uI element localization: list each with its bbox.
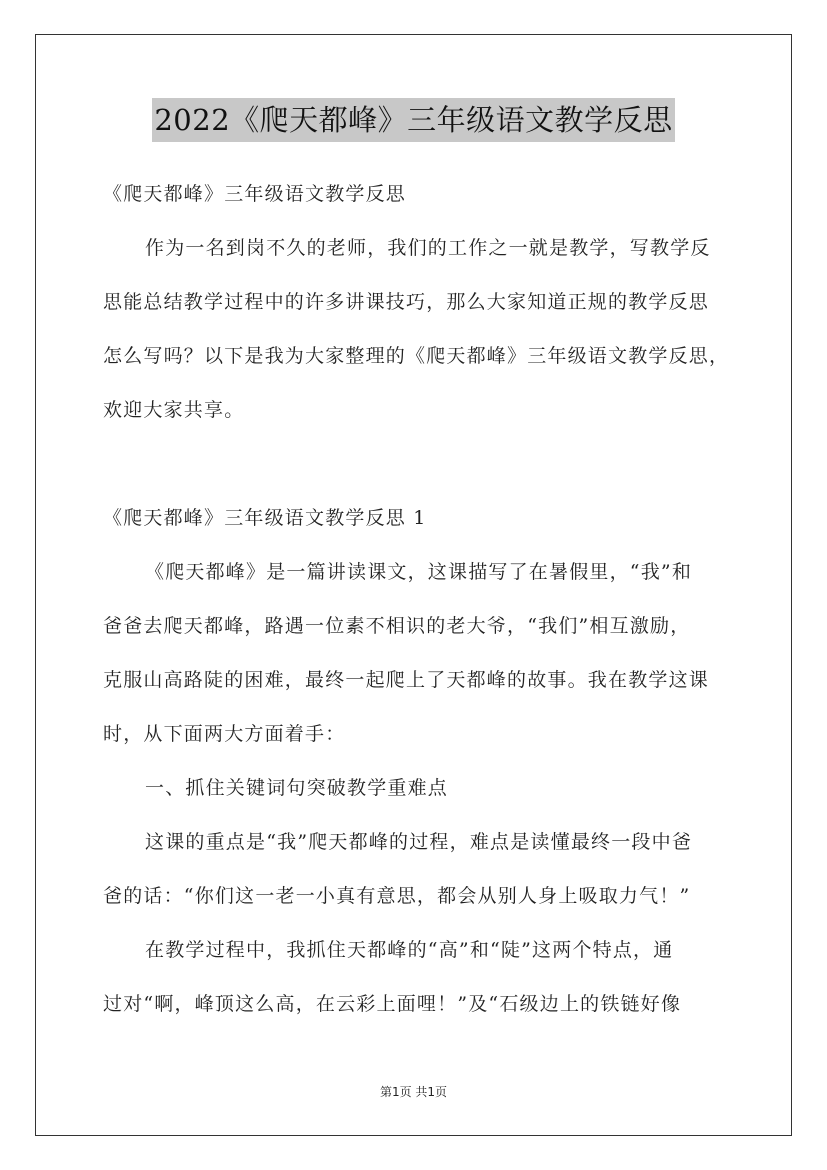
- document-title: 2022《爬天都峰》三年级语文教学反思: [152, 98, 674, 142]
- last-line-1: 在教学过程中，我抓住天都峰的“高”和“陡”这两个特点，通: [145, 939, 674, 961]
- section-line-3: 克服山高路陡的困难，最终一起爬上了天都峰的故事。我在教学这课: [103, 669, 710, 691]
- point-heading: 一、抓住关键词句突破教学重难点: [145, 777, 449, 799]
- section-line-1: 《爬天都峰》是一篇讲读课文，这课描写了在暑假里，“我”和: [145, 561, 693, 583]
- intro-line-1: 作为一名到岗不久的老师，我们的工作之一就是教学，写教学反: [145, 237, 711, 259]
- intro-line-4: 欢迎大家共享。: [103, 399, 245, 421]
- title-container: [0, 98, 827, 142]
- point-line-2: 爸的话：“你们这一老一小真有意思，都会从别人身上吸取力气！”: [103, 885, 691, 907]
- intro-line-2: 思能总结教学过程中的许多讲课技巧，那么大家知道正规的教学反思: [103, 291, 710, 313]
- subtitle: 《爬天都峰》三年级语文教学反思: [103, 183, 407, 205]
- section-line-4: 时，从下面两大方面着手：: [103, 723, 346, 745]
- last-line-2: 过对“啊，峰顶这么高，在云彩上面哩！”及“石级边上的铁链好像: [103, 993, 682, 1015]
- section-heading: 《爬天都峰》三年级语文教学反思 1: [103, 507, 427, 529]
- point-line-1: 这课的重点是“我”爬天都峰的过程，难点是读懂最终一段中爸: [145, 831, 693, 853]
- page-number: 第1页 共1页: [379, 1085, 448, 1099]
- intro-line-3: 怎么写吗？以下是我为大家整理的《爬天都峰》三年级语文教学反思，: [103, 345, 730, 367]
- page-footer: [0, 1083, 827, 1100]
- section-line-2: 爸爸去爬天都峰，路遇一位素不相识的老大爷，“我们”相互激励，: [103, 615, 691, 637]
